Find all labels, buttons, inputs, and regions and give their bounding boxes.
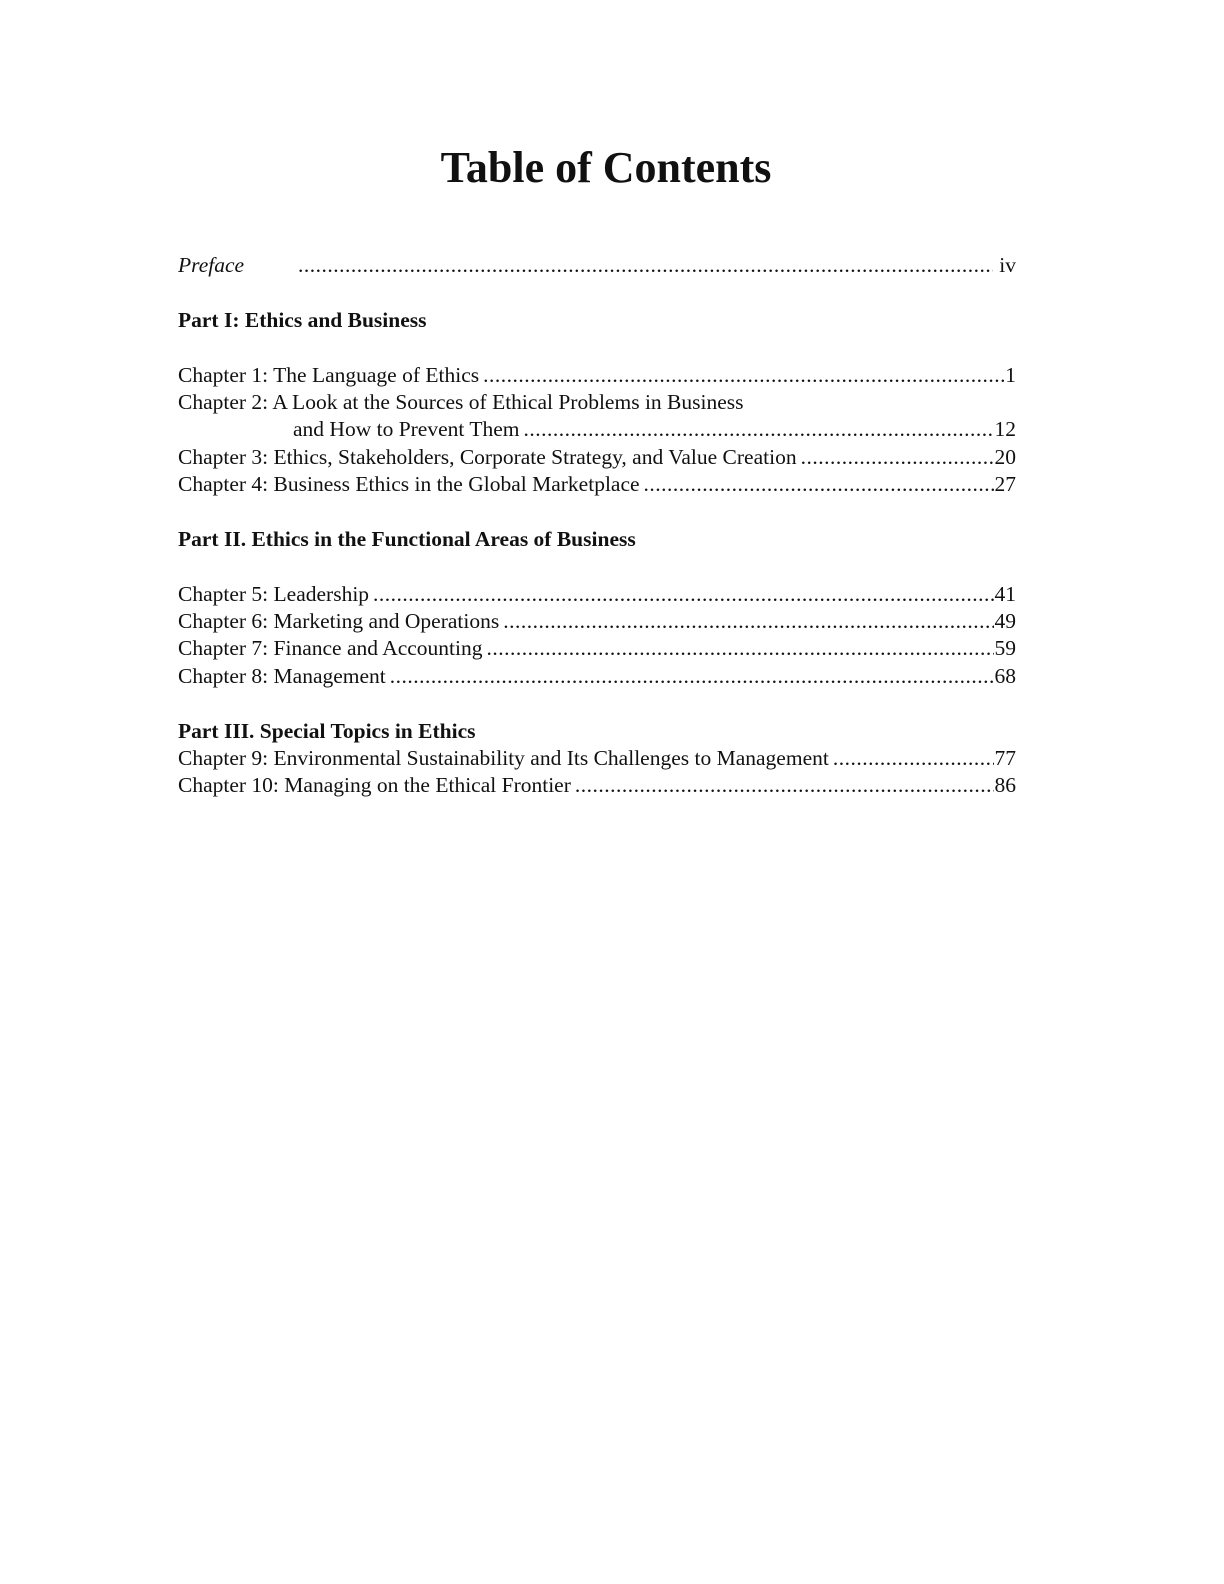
toc-entry-label: Chapter 7: Finance and Accounting	[178, 636, 483, 661]
toc-entry	[178, 581, 1016, 608]
toc-entry-label: Chapter 5: Leadership	[178, 581, 370, 606]
toc-entry-page: 68	[994, 663, 1016, 688]
toc-entry	[178, 444, 1016, 471]
dot-leader	[644, 471, 994, 498]
toc-entry-continuation	[178, 416, 1016, 443]
dot-leader	[483, 362, 1004, 389]
toc-entry-page: 59	[994, 636, 1016, 661]
toc-entry-page: 1	[1005, 362, 1016, 387]
toc-entry-page: 77	[994, 746, 1016, 771]
toc-entry-page: 49	[994, 609, 1016, 634]
toc-entry-preface	[178, 252, 1016, 279]
dot-leader	[575, 772, 994, 799]
toc-entry-label: Chapter 10: Managing on the Ethical Frontier	[178, 773, 571, 798]
toc-entry	[178, 471, 1016, 498]
page-title: Table of Contents	[440, 143, 772, 192]
toc-entry-page: 12	[994, 417, 1016, 442]
toc-entry-label: Chapter 8: Management	[178, 663, 386, 688]
toc-entry	[178, 635, 1016, 662]
dot-leader	[833, 745, 994, 772]
dot-leader	[373, 581, 993, 608]
table-of-contents	[178, 252, 1016, 800]
toc-entry-page: 86	[994, 773, 1016, 798]
part-heading: Part III. Special Topics in Ethics	[178, 718, 476, 743]
toc-entry	[178, 608, 1016, 635]
toc-entry	[178, 663, 1016, 690]
toc-entry-label: Chapter 6: Marketing and Operations	[178, 609, 500, 634]
toc-entry-page: iv	[999, 253, 1016, 277]
toc-entry-page: 27	[994, 472, 1016, 497]
toc-entry-label: Preface	[178, 253, 245, 277]
toc-entry-label: Chapter 3: Ethics, Stakeholders, Corporate Strategy, and Value Creation	[178, 444, 797, 469]
part-heading: Part I: Ethics and Business	[178, 307, 427, 332]
toc-entry-label-continued: and How to Prevent Them	[293, 417, 520, 442]
toc-entry	[178, 772, 1016, 799]
toc-entry-page: 20	[994, 444, 1016, 469]
toc-entry-label: Chapter 1: The Language of Ethics	[178, 362, 480, 387]
dot-leader	[503, 608, 993, 635]
part-heading: Part II. Ethics in the Functional Areas of Business	[178, 526, 636, 551]
toc-entry-page: 41	[994, 581, 1016, 606]
dot-leader	[298, 252, 993, 279]
toc-entry-label: Chapter 4: Business Ethics in the Global Marketplace	[178, 472, 640, 497]
dot-leader	[524, 416, 994, 443]
dot-leader	[390, 663, 994, 690]
dot-leader	[801, 444, 994, 471]
toc-entry	[178, 389, 1016, 416]
toc-entry	[178, 362, 1016, 389]
toc-entry-label: Chapter 9: Environmental Sustainability and Its Challenges to Management	[178, 746, 829, 771]
toc-entry-label: Chapter 2: A Look at the Sources of Ethical Problems in Business	[178, 389, 744, 414]
toc-entry	[178, 745, 1016, 772]
dot-leader	[487, 635, 994, 662]
